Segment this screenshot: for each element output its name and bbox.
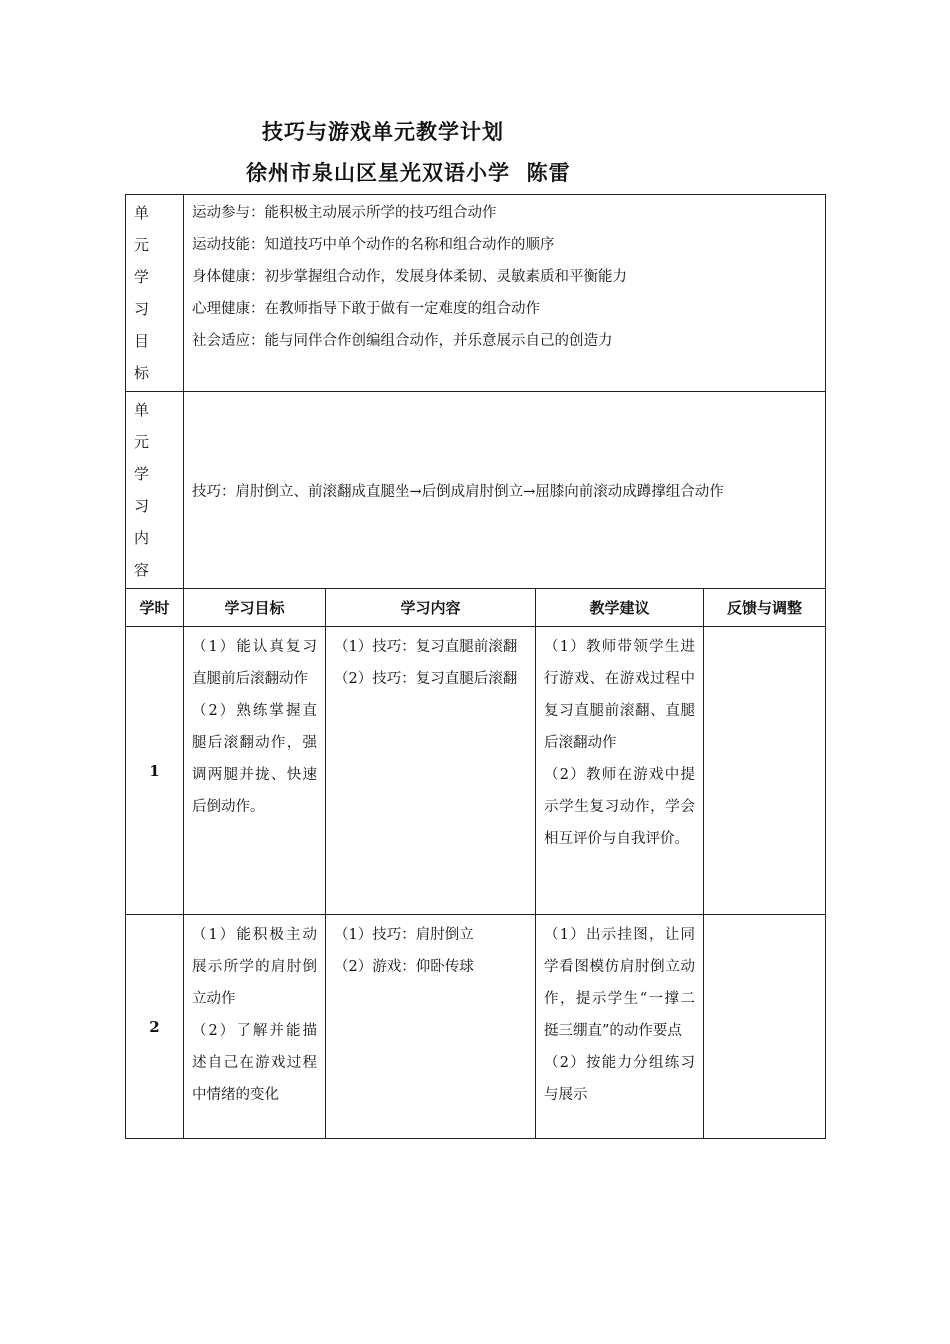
header-suggestions: 教学建议 [536, 589, 704, 627]
header-goals: 学习目标 [184, 589, 326, 627]
lesson-number: 2 [126, 915, 184, 1139]
header-content: 学习内容 [326, 589, 536, 627]
unit-goals-row [126, 195, 826, 392]
lesson-suggestions: （1）出示挂图，让同学看图模仿肩肘倒立动作，提示学生“一撑二挺三绷直”的动作要点 （2）按能力分组练习与展示 [536, 915, 704, 1139]
goal-item: 身体健康：初步掌握组合动作，发展身体柔韧、灵敏素质和平衡能力 [192, 269, 627, 285]
table-row [126, 627, 826, 915]
header-period: 学时 [126, 589, 184, 627]
unit-goals-label: 单 元 学 习 目 标 [126, 195, 184, 392]
page-title: 技巧与游戏单元教学计划 [262, 120, 504, 144]
page-subtitle: 徐州市泉山区星光双语小学 陈雷 [246, 161, 571, 185]
header-feedback: 反馈与调整 [704, 589, 826, 627]
lesson-content: （1）技巧：复习直腿前滚翻 （2）技巧：复习直腿后滚翻 [326, 627, 536, 915]
unit-content-text: 技巧：肩肘倒立、前滚翻成直腿坐→后倒成肩肘倒立→屈膝向前滚动成蹲撑组合动作 [184, 392, 826, 589]
goal-item: 心理健康：在教师指导下敢于做有一定难度的组合动作 [192, 301, 540, 317]
lesson-goals: （1）能积极主动展示所学的肩肘倒立动作 （2）了解并能描述自己在游戏过程中情绪的变化 [184, 915, 326, 1139]
teaching-plan-table [125, 194, 826, 1139]
header-row [126, 589, 826, 627]
lesson-feedback [704, 915, 826, 1139]
lesson-goals: （1）能认真复习直腿前后滚翻动作 （2）熟练掌握直腿后滚翻动作，强调两腿并拢、快速后倒动作。 [184, 627, 326, 915]
goal-item: 社会适应：能与同伴合作创编组合动作，并乐意展示自己的创造力 [192, 333, 613, 349]
goal-item: 运动技能：知道技巧中单个动作的名称和组合动作的顺序 [192, 237, 555, 253]
lesson-content: （1）技巧：肩肘倒立 （2）游戏：仰卧传球 [326, 915, 536, 1139]
unit-content-row [126, 392, 826, 589]
unit-content-label: 单 元 学 习 内 容 [126, 392, 184, 589]
goal-item: 运动参与：能积极主动展示所学的技巧组合动作 [192, 205, 497, 221]
lesson-suggestions: （1）教师带领学生进行游戏、在游戏过程中复习直腿前滚翻、直腿后滚翻动作 （2）教师在游戏中提示学生复习动作，学会相互评价与自我评价。 [536, 627, 704, 915]
lesson-number: 1 [126, 627, 184, 915]
unit-goals-list [184, 195, 826, 392]
lesson-feedback [704, 627, 826, 915]
table-row [126, 915, 826, 1139]
